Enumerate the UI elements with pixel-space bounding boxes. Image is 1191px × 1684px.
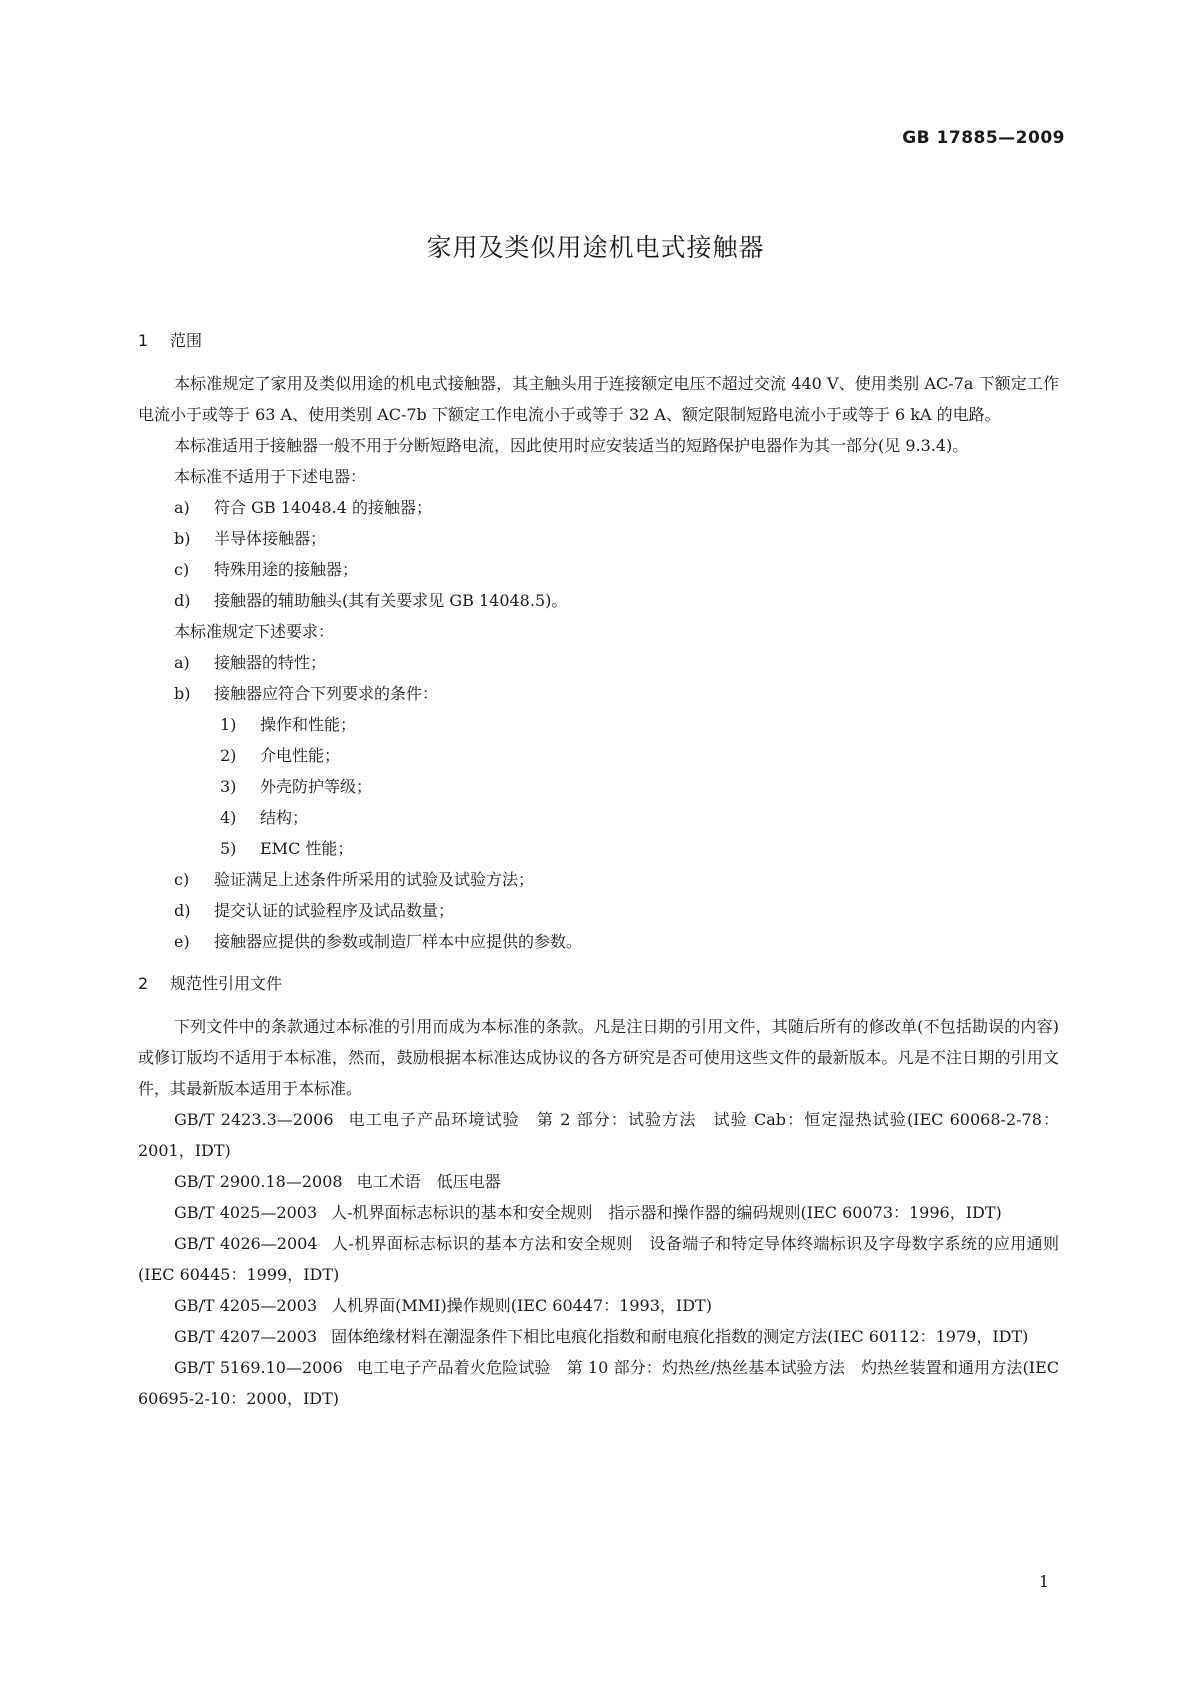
list-text: 接触器应提供的参数或制造厂样本中应提供的参数。 [214,932,583,951]
reference-title: 电工术语 低压电器 [356,1172,501,1191]
list-item [138,523,1059,554]
reference-code: GB/T 2423.3—2006 [174,1110,334,1129]
scope-paragraph-2: 本标准适用于接触器一般不用于分断短路电流，因此使用时应安装适当的短路保护电器作为其一部分(见 9.3.4)。 [174,436,969,455]
reference-code: GB/T 4025—2003 [174,1203,318,1222]
scope-paragraph-4: 本标准规定下述要求： [174,622,335,641]
list-item [138,864,1059,895]
list-marker: a) [174,498,190,517]
list-item [138,554,1059,585]
list-text: 外壳防护等级； [260,777,373,796]
list-item [138,895,1059,926]
reference-title: 人-机界面标志标识的基本和安全规则 指示器和操作器的编码规则(IEC 60073：1996，IDT) [331,1203,1002,1222]
list-marker: c) [174,560,190,579]
reference-title: 人机界面(MMI)操作规则(IEC 60447：1993，IDT) [331,1296,712,1315]
references-intro: 下列文件中的条款通过本标准的引用而成为本标准的条款。凡是注日期的引用文件，其随后所有的修改单(不包括勘误的内容)或修订版均不适用于本标准，然而，鼓励根据本标准达成协议的各方研究是否可使用这些文件的最新版本。凡是不注日期的引用文件，其最新版本适用于本标准。 [138,1017,1059,1098]
list-text: 特殊用途的接触器； [214,560,359,579]
list-marker: 2) [220,746,237,765]
list-text: 介电性能； [260,746,341,765]
reference-entry [138,1166,1059,1197]
section-number: 2 [138,974,149,993]
list-item [138,492,1059,523]
reference-entry [138,1228,1059,1290]
section-title: 范围 [170,331,203,350]
sub-list-item [138,833,1059,864]
reference-entry [138,1352,1059,1414]
sub-list-item [138,802,1059,833]
section-2-heading [138,969,1059,999]
document-body [138,326,1059,1414]
list-marker: d) [174,901,191,920]
list-text: 半导体接触器； [214,529,327,548]
list-text: 符合 GB 14048.4 的接触器； [214,498,432,517]
list-text: 验证满足上述条件所采用的试验及试验方法； [214,870,535,889]
section-title: 规范性引用文件 [170,974,283,993]
list-text: 结构； [260,808,309,827]
standard-code: GB 17885—2009 [902,128,1065,148]
reference-code: GB/T 5169.10—2006 [174,1358,343,1377]
list-marker: a) [174,653,190,672]
section-number: 1 [138,331,149,350]
list-marker: c) [174,870,190,889]
list-marker: e) [174,932,190,951]
reference-title: 电工电子产品着火危险试验 第 10 部分：灼热丝/热丝基本试验方法 灼热丝装置和通用方法(IEC 60695-2-10：2000，IDT) [138,1358,1059,1408]
list-item [138,678,1059,709]
reference-title: 固体绝缘材料在潮湿条件下相比电痕化指数和耐电痕化指数的测定方法(IEC 60112：1979，IDT) [331,1327,1029,1346]
list-marker: b) [174,529,191,548]
reference-title: 人-机界面标志标识的基本方法和安全规则 设备端子和特定导体终端标识及字母数字系统的应用通则(IEC 60445：1999，IDT) [138,1234,1059,1284]
list-marker: 1) [220,715,237,734]
reference-entry [138,1290,1059,1321]
list-marker: 4) [220,808,237,827]
list-text: 操作和性能； [260,715,357,734]
list-text: 接触器的辅助触头(其有关要求见 GB 14048.5)。 [214,591,568,610]
list-text: 接触器应符合下列要求的条件： [214,684,439,703]
list-item [138,585,1059,616]
list-text: 接触器的特性； [214,653,327,672]
document-title: 家用及类似用途机电式接触器 [426,233,765,262]
list-item [138,647,1059,678]
list-marker: 3) [220,777,237,796]
reference-entry [138,1321,1059,1352]
list-text: 提交认证的试验程序及试品数量； [214,901,455,920]
list-text: EMC 性能； [260,839,354,858]
list-marker: b) [174,684,191,703]
reference-code: GB/T 4205—2003 [174,1296,318,1315]
list-marker: d) [174,591,191,610]
reference-code: GB/T 4207—2003 [174,1327,318,1346]
sub-list-item [138,740,1059,771]
sub-list-item [138,771,1059,802]
list-item [138,926,1059,957]
reference-code: GB/T 4026—2004 [174,1234,318,1253]
scope-paragraph-1: 本标准规定了家用及类似用途的机电式接触器，其主触头用于连接额定电压不超过交流 440 V、使用类别 AC-7a 下额定工作电流小于或等于 63 A、使用类别 AC-7b 下额定工作电流小于或等于 32 A、额定限制短路电流小于或等于 6 kA 的电路。 [138,374,1059,424]
scope-paragraph-3: 本标准不适用于下述电器： [174,467,367,486]
sub-list-item [138,709,1059,740]
list-marker: 5) [220,839,237,858]
reference-entry [138,1104,1059,1166]
page-number: 1 [1038,1572,1049,1591]
reference-entry [138,1197,1059,1228]
reference-code: GB/T 2900.18—2008 [174,1172,343,1191]
section-1-heading [138,326,1059,356]
reference-title: 电工电子产品环境试验 第 2 部分：试验方法 试验 Cab：恒定湿热试验(IEC 60068-2-78：2001，IDT) [138,1110,1059,1160]
